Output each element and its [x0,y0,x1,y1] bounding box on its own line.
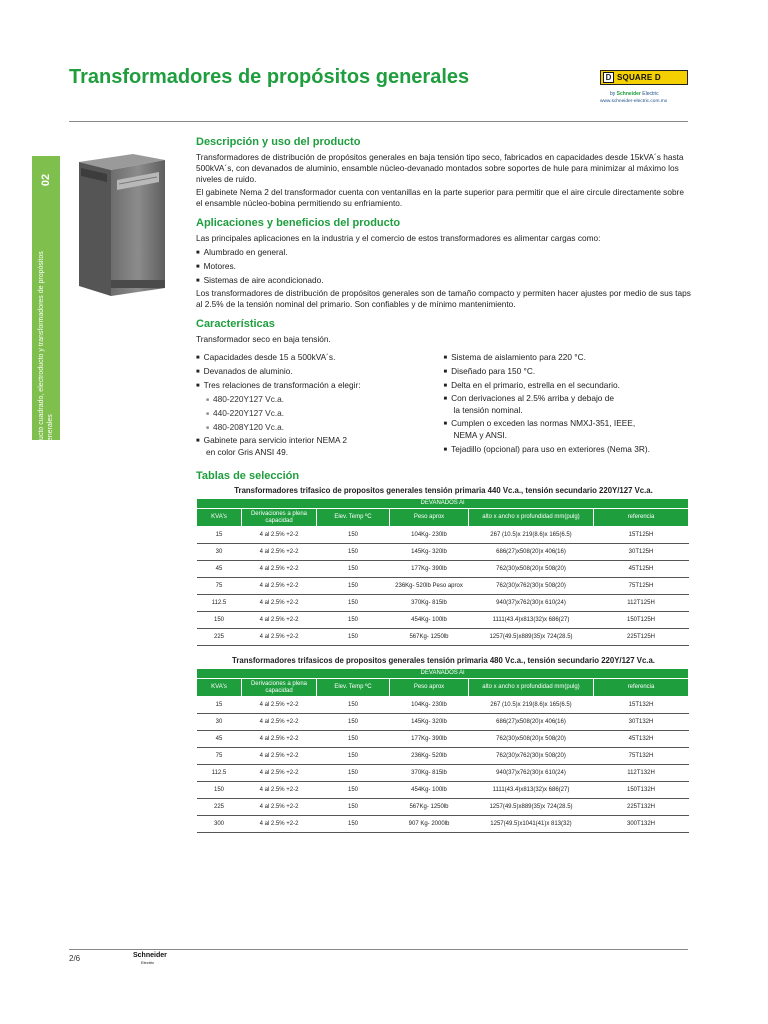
page-title: Transformadores de propósitos generales [69,66,470,88]
characteristics-right [444,351,692,460]
table-row: 30 4 al 2.5% +2-2 150 145Kg- 320lb 686(27)x508(20)x 406(16) 30T125H [197,544,689,561]
table-1-title: Transformadores trifasico de propositos generales tensión primaria 440 Vc.a., tensión secundario 220Y/127 Vc.a. [234,486,653,495]
table-row: 45 4 al 2.5% +2-2 150 177Kg- 390lb 762(30)x508(20)x 508(20) 45T132H [197,731,689,748]
column-header: referencia [594,679,689,697]
list-item-continued: NEMA y ANSI. [453,430,507,440]
list-item: ■ Tres relaciones de transformación a elegir: [196,379,444,393]
list-item-continued: en color Gris ANSI 49. [206,447,289,457]
tables-heading: Tablas de selección [196,470,300,482]
list-item: ■ Sistema de aislamiento para 220 °C. [444,351,692,365]
characteristics-heading: Características [196,318,275,330]
main-content [196,136,691,833]
column-header: alto x ancho x profundidad mm(pulg) [469,509,594,527]
table-row: 112.5 4 al 2.5% +2-2 150 370Kg- 815lb 940(37)x762(30)x 610(24) 112T132H [197,765,689,782]
logo-byline: by Schneider Electric [610,91,659,97]
column-header: Derivaciones a plena capacidad [242,679,317,697]
column-header: Peso aprox [390,679,469,697]
section-label: Ducto cuadrado, electroducto y transformadores de propósitos generales [38,251,54,445]
characteristics-left [196,351,444,460]
list-item: ■ Cumplen o exceden las normas NMXJ-351, IEEE, [444,418,692,430]
column-header: referencia [594,509,689,527]
table-row: 225 4 al 2.5% +2-2 150 567Kg- 1250lb 1257(49.5)x889(35)x 724(28.5) 225T132H [197,799,689,816]
table-row: 75 4 al 2.5% +2-2 150 236Kg- 520lb Peso aprox 762(30)x762(30)x 508(20) 75T125H [197,578,689,595]
table-group-header: DEVANADOS Al [197,669,689,679]
column-header: Peso aprox [390,509,469,527]
logo-badge [600,70,688,85]
selection-table-480v [196,668,689,833]
list-item: ■ Delta en el primario, estrella en el secundario. [444,379,692,393]
table-row: 15 4 al 2.5% +2-2 150 104Kg- 230lb 267 (10.5)x 219(8.6)x 165(6.5) 15T125H [197,527,689,544]
list-item: ■ Alumbrado en general. [196,246,691,260]
footer-divider [69,949,688,950]
list-item: ■ Capacidades desde 15 a 500kVA´s. [196,351,444,365]
table-row: 75 4 al 2.5% +2-2 150 236Kg- 520lb 762(30)x762(30)x 508(20) 75T132H [197,748,689,765]
column-header: Elev. Temp ºC [317,679,390,697]
column-header: Elev. Temp ºC [317,509,390,527]
list-item: ■ Tejadillo (opcional) para uso en exteriores (Nema 3R). [444,443,692,457]
table-row: 150 4 al 2.5% +2-2 150 454Kg- 100lb 1111(43.4)x813(32)x 686(27) 150T132H [197,782,689,799]
header-divider [69,121,688,122]
column-header: alto x ancho x profundidad mm(pulg) [469,679,594,697]
list-item: ■ Diseñado para 150 °C. [444,365,692,379]
table-row: 112.5 4 al 2.5% +2-2 150 370Kg- 815lb 940(37)x762(30)x 610(24) 112T125H [197,595,689,612]
selection-table-440v [196,498,689,646]
list-item-continued: la tensión nominal. [453,405,523,415]
list-item: ■ Devanados de aluminio. [196,365,444,379]
section-tab [32,156,60,445]
applications-heading: Aplicaciones y beneficios del producto [196,217,401,229]
list-item: ■ Con derivaciones al 2.5% arriba y debajo de [444,393,692,405]
table-group-header: DEVANADOS Al [197,499,689,509]
list-item: ■ Motores. [196,260,691,274]
column-header: Derivaciones a plena capacidad [242,509,317,527]
square-d-logo [600,70,692,104]
column-header: KVA's [197,679,242,697]
characteristics-columns [196,351,691,460]
logo-name: SQUARE D [617,73,661,82]
description-paragraph-2: El gabinete Nema 2 del transformador cuenta con ventanillas en la parte superior para permitir que el aire circule directamente sobre el ensamble núcleo-bobina permitiendo su enfriamiento. [196,187,684,208]
schneider-logo: Schneider Electric [133,952,167,965]
table-row: 150 4 al 2.5% +2-2 150 454Kg- 100lb 1111(43.4)x813(32)x 686(27) 150T125H [197,612,689,629]
square-d-icon: D [603,72,614,83]
section-number: 02 [40,173,52,187]
table-row: 300 4 al 2.5% +2-2 150 907 Kg- 2000lb 1257(49.5)x1041(41)x 813(32) 300T132H [197,816,689,833]
applications-intro: Las principales aplicaciones en la industria y el comercio de estos transformadores es alimentar cargas como: [196,233,601,243]
description-heading: Descripción y uso del producto [196,136,361,148]
table-row: 45 4 al 2.5% +2-2 150 177Kg- 390lb 762(30)x508(20)x 508(20) 45T125H [197,561,689,578]
description-paragraph-1: Transformadores de distribución de propósitos generales en baja tensión tipo seco, fabricados en capacidades desde 15kVA´s hasta 500kVA´s, con devanados de aluminio, ensamble núcleo-devanado montados sobre soportes de hule para minimizar al máximo los niveles de ruido. [196,152,684,184]
list-subitem: ■ 480-208Y120 Vc.a. [206,421,444,435]
table-row: 30 4 al 2.5% +2-2 150 145Kg- 320lb 686(27)x508(20)x 406(16) 30T132H [197,714,689,731]
table-row: 225 4 al 2.5% +2-2 150 567Kg- 1250lb 1257(49.5)x889(35)x 724(28.5) 225T125H [197,629,689,646]
applications-outro: Los transformadores de distribución de propósitos generales son de tamaño compacto y permiten hacer ajustes por medio de sus taps al 2.5% de la tensión nominal del primario. Son confiables y de mínimo mantenimiento. [196,288,691,309]
transformer-image [73,152,169,300]
logo-url: www.schneider-electric.com.mx [600,99,668,104]
characteristics-intro: Transformador seco en baja tensión. [196,334,331,344]
list-item: ■ Gabinete para servicio interior NEMA 2 [196,435,444,447]
table-2-title: Transformadores trifasicos de propositos generales tensión primaria 480 Vc.a., tensión secundario 220Y/127 Vc.a. [232,656,655,665]
list-item: ■ Sistemas de aire acondicionado. [196,274,691,288]
list-subitem: ■ 440-220Y127 Vc.a. [206,407,444,421]
column-header: KVA's [197,509,242,527]
table-row: 15 4 al 2.5% +2-2 150 104Kg- 230lb 267 (10.5)x 219(8.6)x 165(6.5) 15T132H [197,697,689,714]
page-number: 2/6 [69,954,81,963]
list-subitem: ■ 480-220Y127 Vc.a. [206,393,444,407]
